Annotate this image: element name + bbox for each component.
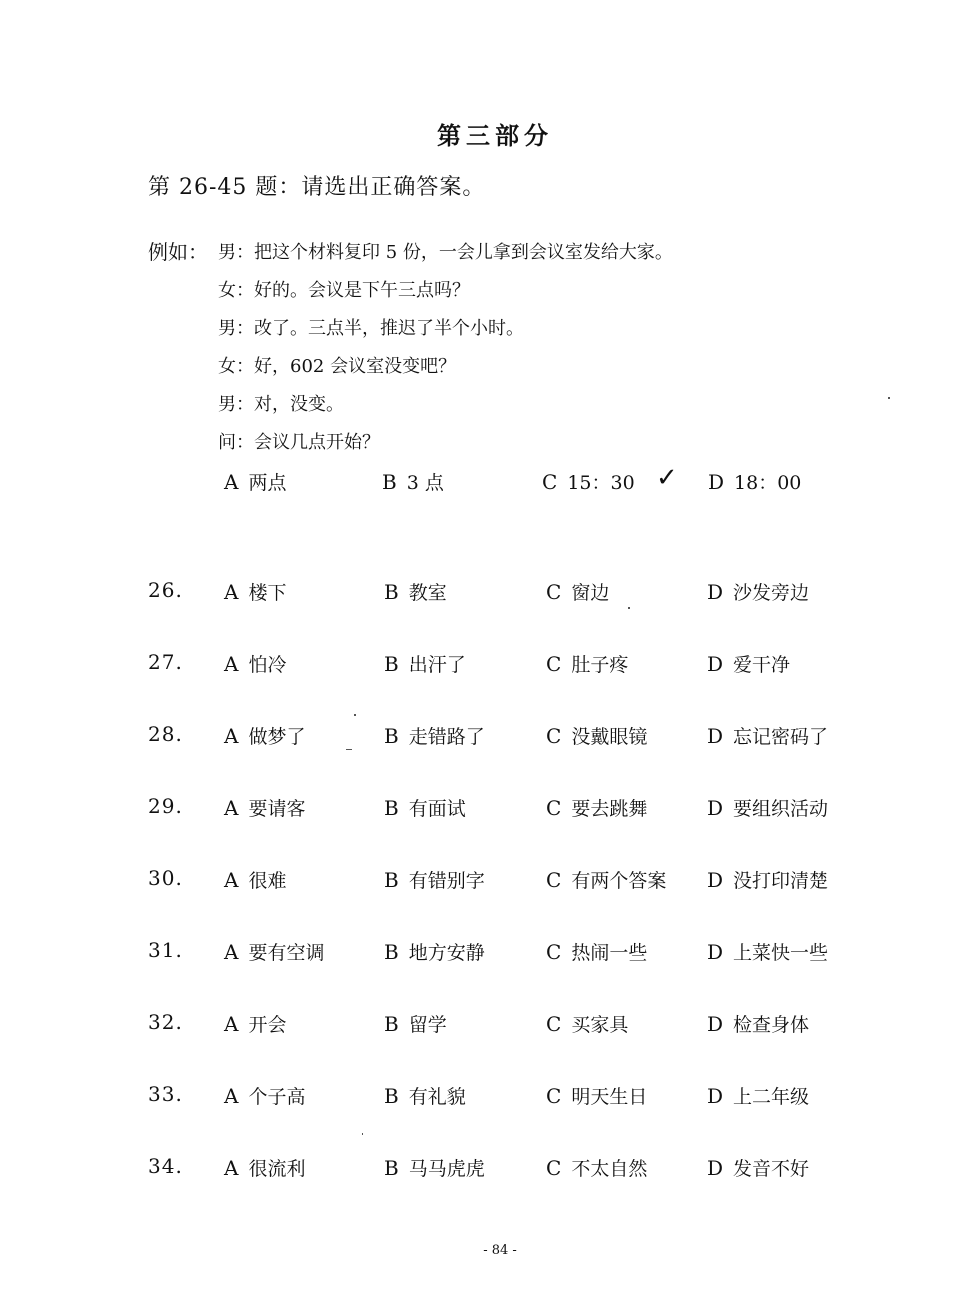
answer-option-d (707, 1154, 809, 1181)
answer-option-b (384, 794, 466, 821)
answer-option-c (546, 794, 647, 821)
option-text: 热闹一些 (571, 942, 648, 964)
example-dialogue-line: 男：改了。三点半，推迟了半个小时。 (218, 318, 524, 339)
question-number: 26. (148, 578, 183, 602)
option-letter: B (384, 1156, 399, 1180)
option-text: 楼下 (248, 582, 287, 604)
example-dialogue-line: 男：对，没变。 (218, 394, 344, 415)
option-letter: A (224, 470, 239, 494)
answer-option-b (384, 938, 485, 965)
question-number: 30. (148, 866, 183, 890)
answer-option-a (224, 650, 286, 677)
option-letter: A (224, 940, 239, 964)
answer-option-b (384, 866, 485, 893)
option-letter: A (224, 652, 239, 676)
example-label: 例如： (148, 240, 208, 264)
example-dialogue-line: 女：好的。会议是下午三点吗？ (218, 280, 470, 301)
answer-option-d (707, 578, 809, 605)
answer-option-a (224, 722, 305, 749)
scan-speck (354, 714, 356, 716)
example-option-a (224, 468, 286, 495)
option-text: 有错别字 (408, 870, 485, 892)
option-text: 有两个答案 (571, 870, 667, 892)
option-letter: A (224, 1156, 239, 1180)
option-text: 有面试 (408, 798, 466, 820)
answer-option-d (707, 1082, 809, 1109)
option-letter: C (546, 796, 562, 820)
scan-speck (628, 607, 630, 609)
option-text: 沙发旁边 (733, 582, 810, 604)
option-text: 地方安静 (408, 942, 485, 964)
option-letter: D (707, 1156, 724, 1180)
question-number: 32. (148, 1010, 183, 1034)
answer-option-d (707, 794, 828, 821)
answer-option-a (224, 794, 305, 821)
answer-option-b (384, 722, 485, 749)
option-text: 留学 (408, 1014, 447, 1036)
option-letter: B (384, 580, 399, 604)
answer-option-c (546, 1154, 647, 1181)
question-row (0, 794, 960, 824)
option-letter: C (542, 470, 558, 494)
option-text: 做梦了 (248, 726, 306, 748)
option-letter: A (224, 580, 239, 604)
answer-option-d (707, 650, 790, 677)
option-text: 很难 (248, 870, 287, 892)
answer-option-c (546, 1082, 647, 1109)
option-letter: D (707, 724, 724, 748)
option-text: 要有空调 (248, 942, 325, 964)
question-number: 27. (148, 650, 183, 674)
answer-option-b (384, 578, 447, 605)
question-row (0, 938, 960, 968)
option-letter: D (707, 868, 724, 892)
section-title: 第三部分 (437, 121, 553, 150)
option-letter: B (384, 1084, 399, 1108)
option-letter: C (546, 1084, 562, 1108)
option-text: 个子高 (248, 1086, 306, 1108)
option-letter: C (546, 580, 562, 604)
option-text: 肚子疼 (571, 654, 629, 676)
answer-option-c (546, 650, 628, 677)
option-letter: B (384, 1012, 399, 1036)
answer-option-d (707, 1010, 809, 1037)
option-letter: C (546, 940, 562, 964)
answer-option-a (224, 938, 324, 965)
question-number: 34. (148, 1154, 183, 1178)
option-letter: D (707, 1012, 724, 1036)
example-dialogue-line: 男：把这个材料复印 5 份，一会儿拿到会议室发给大家。 (218, 242, 673, 263)
check-mark-icon: ✓ (656, 463, 678, 493)
option-text: 15：30 (567, 472, 635, 494)
option-text: 出汗了 (408, 654, 466, 676)
option-letter: C (546, 652, 562, 676)
answer-option-c (546, 938, 647, 965)
option-letter: C (546, 1156, 562, 1180)
option-letter: C (546, 1012, 562, 1036)
option-letter: C (546, 868, 562, 892)
answer-option-b (384, 1010, 447, 1037)
question-number: 28. (148, 722, 183, 746)
scan-speck (888, 397, 890, 399)
option-text: 检查身体 (733, 1014, 810, 1036)
option-letter: B (382, 470, 397, 494)
option-text: 很流利 (248, 1158, 306, 1180)
answer-option-a (224, 578, 286, 605)
answer-option-a (224, 1082, 305, 1109)
example-option-d (708, 468, 801, 495)
option-letter: B (384, 868, 399, 892)
option-text: 没戴眼镜 (571, 726, 648, 748)
answer-option-a (224, 1010, 286, 1037)
option-letter: D (707, 652, 724, 676)
scan-speck (362, 1133, 363, 1135)
option-text: 爱干净 (733, 654, 791, 676)
answer-option-b (384, 1154, 485, 1181)
option-text: 发音不好 (733, 1158, 810, 1180)
option-text: 要去跳舞 (571, 798, 648, 820)
option-text: 3 点 (406, 472, 444, 494)
option-letter: D (708, 470, 725, 494)
option-letter: A (224, 724, 239, 748)
option-letter: B (384, 652, 399, 676)
option-text: 教室 (408, 582, 447, 604)
option-letter: A (224, 1084, 239, 1108)
question-row (0, 578, 960, 608)
option-letter: B (384, 796, 399, 820)
option-text: 开会 (248, 1014, 287, 1036)
question-number: 33. (148, 1082, 183, 1106)
answer-option-d (707, 866, 828, 893)
option-text: 忘记密码了 (733, 726, 829, 748)
option-letter: D (707, 580, 724, 604)
option-text: 走错路了 (408, 726, 485, 748)
option-letter: D (707, 796, 724, 820)
option-text: 要组织活动 (733, 798, 829, 820)
answer-option-c (546, 722, 647, 749)
instruction-text: 第 26-45 题：请选出正确答案。 (148, 175, 486, 200)
question-row (0, 1154, 960, 1184)
option-text: 窗边 (571, 582, 610, 604)
example-option-b (382, 468, 444, 495)
option-text: 没打印清楚 (733, 870, 829, 892)
option-text: 明天生日 (571, 1086, 648, 1108)
option-text: 马马虎虎 (408, 1158, 485, 1180)
option-letter: D (707, 940, 724, 964)
option-text: 要请客 (248, 798, 306, 820)
option-letter: A (224, 1012, 239, 1036)
option-letter: B (384, 724, 399, 748)
option-letter: A (224, 868, 239, 892)
option-text: 不太自然 (571, 1158, 648, 1180)
option-text: 怕冷 (248, 654, 287, 676)
question-number: 29. (148, 794, 183, 818)
option-text: 有礼貌 (408, 1086, 466, 1108)
question-row (0, 650, 960, 680)
option-text: 买家具 (571, 1014, 629, 1036)
answer-option-c (546, 578, 609, 605)
option-text: 上二年级 (733, 1086, 810, 1108)
question-row (0, 722, 960, 752)
question-row (0, 1010, 960, 1040)
answer-option-d (707, 938, 828, 965)
question-row (0, 1082, 960, 1112)
option-text: 18：00 (734, 472, 802, 494)
answer-option-c (546, 866, 666, 893)
page-number: - 84 - (483, 1243, 517, 1258)
example-question-line: 问：会议几点开始？ (218, 432, 380, 453)
answer-option-a (224, 1154, 305, 1181)
example-option-c (542, 468, 635, 495)
option-letter: D (707, 1084, 724, 1108)
answer-option-b (384, 1082, 466, 1109)
answer-option-b (384, 650, 466, 677)
example-dialogue-line: 女：好，602 会议室没变吧？ (218, 356, 457, 377)
option-letter: B (384, 940, 399, 964)
answer-option-d (707, 722, 828, 749)
answer-option-c (546, 1010, 628, 1037)
option-text: 两点 (248, 472, 287, 494)
question-row (0, 866, 960, 896)
question-number: 31. (148, 938, 183, 962)
answer-option-a (224, 866, 286, 893)
option-letter: A (224, 796, 239, 820)
scan-speck (346, 749, 352, 750)
option-letter: C (546, 724, 562, 748)
option-text: 上菜快一些 (733, 942, 829, 964)
